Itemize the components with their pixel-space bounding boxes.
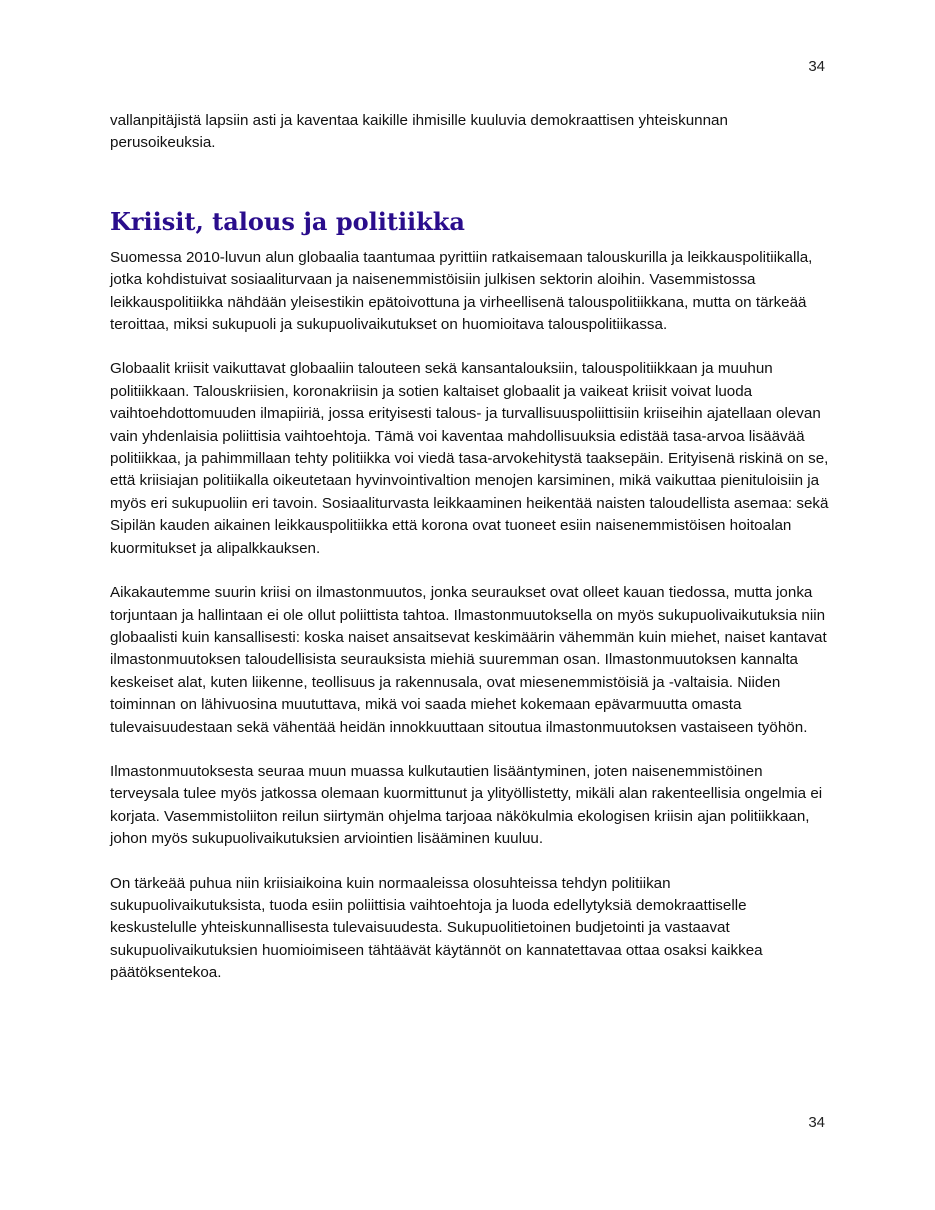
paragraph-3: Aikakautemme suurin kriisi on ilmastonmuutos, jonka seuraukset ovat olleet kauan tiedossa, mutta jonka torjuntaan ja hallintaan ei ole ollut poliittista tahtoa. Ilmastonmuutoksella on myös sukupuolivaikutuksia niin globaalisti kuin kansallisesti: koska naiset ansaitsevat keskimäärin vähemmän kuin miehet, naiset kantavat ilmastonmuutoksen taloudellisista seurauksista miehiä suuremman osan. Ilmastonmuutoksen kannalta keskeiset alat, kuten liikenne, teollisuus ja rakennusala, ovat miesenemmistöisiä ja -valtaisia. Niiden toiminnan on lähivuosina muututtava, mikä voi saada miehet kokemaan epävarmuutta omasta tulevaisuudestaan sekä vähentää heidän innokkuuttaan sitoutua ilmastonmuutoksen vastaiseen työhön. [110,584,827,736]
paragraph-4: Ilmastonmuutoksesta seuraa muun muassa kulkutautien lisääntyminen, joten naisenemmistöinen terveysala tulee myös jatkossa olemaan kuormittunut ja ylityöllistetty, mikäli alan rakenteellisia ongelmia ei korjata. Vasemmistoliiton reilun siirtymän ohjelma tarjoaa näkökulmia ekologisen kriisin ajan politiikkaan, johon myös sukupuolivaikutuksien arviointien lisääminen kuuluu. [110,762,823,848]
paragraph-2: Globaalit kriisit vaikuttavat globaaliin talouteen sekä kansantalouksiin, talouspolitiikkaan ja muuhun politiikkaan. Talouskriisien, koronakriisin ja sotien kaltaiset globaalit ja vaikeat kriisit voivat luoda vaihtoehdottomuuden ilmapiiriä, jossa erityisesti talous- ja turvallisuuspoliittisiin kriiseihin ajatellaan olevan vain yhdenlaisia poliittisia vaihtoehtoja. Tämä voi kaventaa mahdollisuuksia edistää tasa-arvoa lisäävää politiikkaa, ja pahimmillaan tehty politiikka voi viedä tasa-arvokehitystä taaksepäin. Erityisenä riskinä on se, että kriisiajan politiikalla oikeutetaan hyvinvointivaltion menojen karsiminen, mikä vaikuttaa pienituloisiin ja myös eri sukupuoliin eri tavoin. Sosiaaliturvasta leikkaaminen heikentää naisten taloudellista asemaa: sekä Sipilän kauden aikainen leikkauspolitiikka että korona ovat tuoneet esiin naisenemmistöisen hoitoalan kuormitukset ja alipalkkauksen. [110,360,829,557]
document-body [110,110,830,1007]
section-heading: Kriisit, talous ja politiikka [110,206,465,236]
page-number-bottom: 34 [808,1114,825,1131]
page-number-top: 34 [808,58,825,75]
continued-paragraph: vallanpitäjistä lapsiin asti ja kaventaa kaikille ihmisille kuuluvia demokraattisen yhteiskunnan perusoikeuksia. [110,112,728,152]
paragraph-5: On tärkeää puhua niin kriisiaikoina kuin normaaleissa olosuhteissa tehdyn politiikan sukupuolivaikutuksista, tuoda esiin poliittisia vaihtoehtoja ja luoda edellytyksiä demokraattiselle keskustelulle yhteiskunnallisesta tulevaisuudesta. Sukupuolitietoinen budjetointi ja vastaavat sukupuolivaikutuksien huomioimiseen tähtäävät käytännöt on kannatettavaa ottaa osaksi kaikkea päätöksentekoa. [110,874,763,982]
paragraph-1: Suomessa 2010-luvun alun globaalia taantumaa pyrittiin ratkaisemaan talouskurilla ja leikkauspolitiikalla, jotka kohdistuivat sosiaaliturvaan ja naisenemmistöisiin julkisen sektorin aloihin. Vasemmistossa leikkauspolitiikka nähdään yleisestikin epätoivottuna ja virheellisenä talouspolitiikkana, mutta on tärkeää teroittaa, miksi sukupuoli ja sukupuolivaikutukset on huomioitava talouspolitiikassa. [110,248,813,334]
